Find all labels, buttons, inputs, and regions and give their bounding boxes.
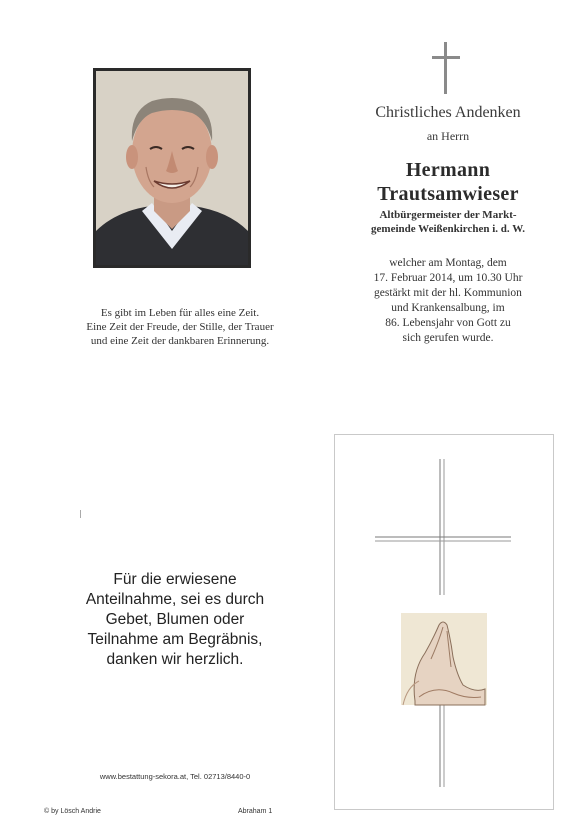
first-name: Hermann xyxy=(405,159,491,181)
death-line: welcher am Montag, dem xyxy=(389,257,507,269)
thanks-line: Gebet, Blumen oder xyxy=(105,611,245,628)
death-line: und Krankensalbung, im xyxy=(391,302,505,314)
stray-mark xyxy=(80,510,81,518)
thanks-line: Anteilnahme, sei es durch xyxy=(85,591,265,608)
thanks-text xyxy=(60,570,290,670)
design-code: Abraham 1 xyxy=(238,808,273,815)
copyright-note: © by Lösch Andrie xyxy=(44,808,101,815)
verse-line: und eine Zeit der dankbaren Erinnerung. xyxy=(90,335,270,347)
role-line: gemeinde Weißenkirchen i. d. W. xyxy=(371,223,525,235)
death-line: gestärkt mit der hl. Kommunion xyxy=(374,287,522,299)
memorial-card-image xyxy=(334,434,554,810)
double-line-cross-icon xyxy=(335,435,553,809)
verse-line: Es gibt im Leben für alles eine Zeit. xyxy=(100,307,260,319)
last-name: Trautsamwieser xyxy=(377,183,519,205)
death-line: sich gerufen wurde. xyxy=(402,332,494,344)
portrait-photo xyxy=(93,68,251,268)
verse-line: Eine Zeit der Freude, der Stille, der Trauer xyxy=(86,321,274,333)
memorial-subtitle: an Herrn xyxy=(426,129,470,143)
thanks-line: Für die erwiesene xyxy=(113,571,237,588)
death-notice xyxy=(330,256,566,346)
verse-text xyxy=(40,306,320,348)
death-line: 17. Februar 2014, um 10.30 Uhr xyxy=(373,272,523,284)
role-line: Altbürgermeister der Markt- xyxy=(379,209,517,221)
thanks-line: Teilnahme am Begräbnis, xyxy=(87,631,263,648)
praying-hands-icon xyxy=(401,613,487,705)
funeral-home-contact: www.bestattung-sekora.at, Tel. 02713/8440-0 xyxy=(99,772,251,781)
memorial-title: Christliches Andenken xyxy=(375,104,521,121)
thanks-line: danken wir herzlich. xyxy=(106,651,244,668)
deceased-name xyxy=(338,158,558,206)
death-line: 86. Lebensjahr von Gott zu xyxy=(385,317,511,329)
deceased-role xyxy=(338,208,558,236)
